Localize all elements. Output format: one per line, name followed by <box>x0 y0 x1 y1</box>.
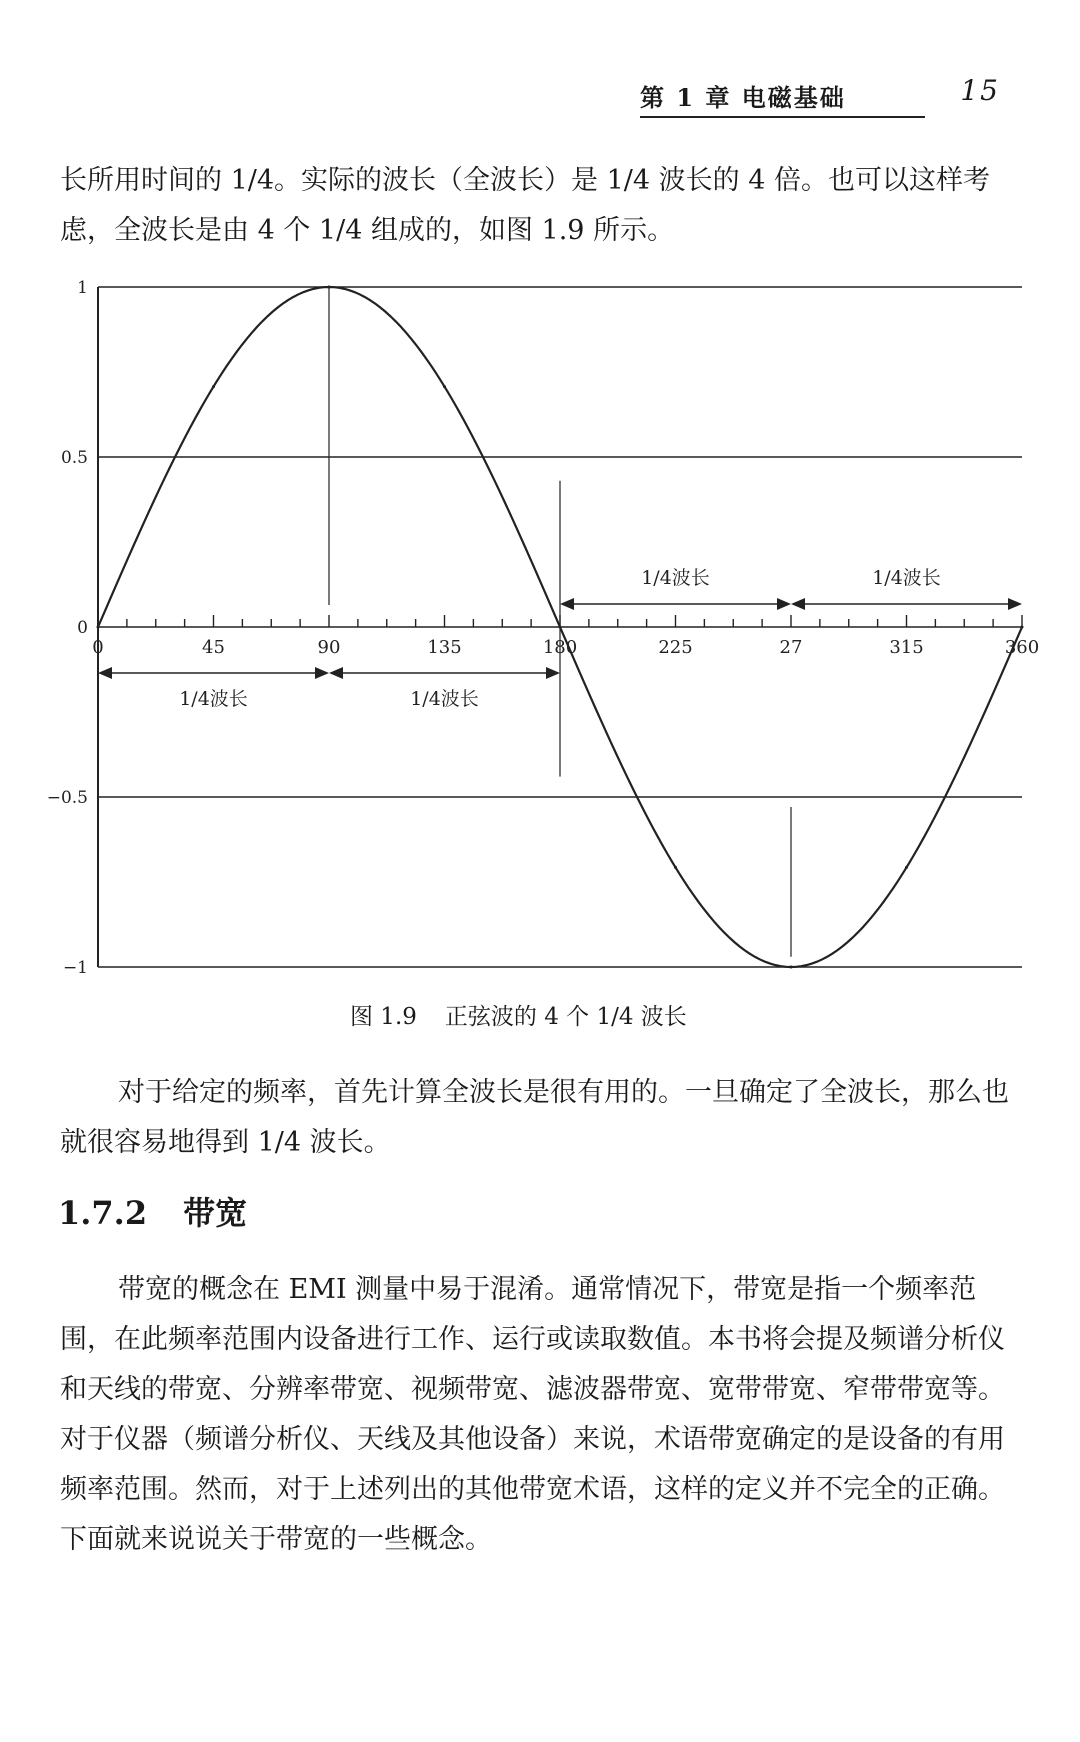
data-point <box>328 286 331 289</box>
data-point <box>443 385 446 388</box>
header-rule <box>640 116 925 118</box>
x-tick-label: 27 <box>779 637 803 658</box>
x-tick-label: 315 <box>889 637 924 658</box>
sine-wave-figure <box>0 270 1080 990</box>
paragraph-intro: 长所用时间的 1/4。实际的波长（全波长）是 1/4 波长的 4 倍。也可以这样考虑，全波长是由 4 个 1/4 组成的，如图 1.9 所示。 <box>60 165 990 246</box>
y-tick-label: −1 <box>62 958 88 978</box>
y-tick-label: 0.5 <box>60 448 88 468</box>
y-tick-label: 0 <box>77 618 88 638</box>
section-number: 1.7.2 <box>58 1194 148 1232</box>
figure-caption-text: 正弦波的 4 个 1/4 波长 <box>444 1004 687 1030</box>
arrow-head-right <box>1008 598 1022 610</box>
arrow-head-left <box>560 598 574 610</box>
y-tick-label: −0.5 <box>46 788 88 808</box>
chapter-title: 第 1 章 电磁基础 <box>640 83 846 112</box>
y-tick-label: 1 <box>77 278 88 298</box>
arrow-head-right <box>546 667 560 679</box>
x-tick-label: 360 <box>1004 637 1040 658</box>
arrow-head-right <box>315 667 329 679</box>
quarter-wave-label: 1/4波长 <box>872 567 941 589</box>
figure-number: 图 1.9 <box>350 1004 417 1030</box>
data-point <box>1021 626 1024 629</box>
quarter-wave-label: 1/4波长 <box>641 567 710 589</box>
x-tick-label: 45 <box>202 637 225 658</box>
x-tick-label: 0 <box>92 637 104 658</box>
section-heading <box>58 1188 247 1234</box>
quarter-wave-label: 1/4波长 <box>179 688 248 710</box>
running-header <box>640 74 1000 118</box>
x-tick-label: 135 <box>427 637 462 658</box>
data-point <box>674 866 677 869</box>
data-point <box>790 966 793 969</box>
page-number: 15 <box>960 74 1000 107</box>
x-tick-label: 225 <box>658 637 693 658</box>
data-point <box>97 626 100 629</box>
x-tick-label: 180 <box>542 637 578 658</box>
data-point <box>212 385 215 388</box>
arrow-head-right <box>777 598 791 610</box>
data-point <box>559 626 562 629</box>
paragraph-full-wavelength: 对于给定的频率，首先计算全波长是很有用的。一旦确定了全波长，那么也就很容易地得到 1/4 波长。 <box>60 1077 1009 1158</box>
figure-caption <box>350 998 687 1031</box>
section-title: 带宽 <box>183 1194 248 1232</box>
quarter-wave-label: 1/4波长 <box>410 688 479 710</box>
data-point <box>905 866 908 869</box>
arrow-head-left <box>98 667 112 679</box>
paragraph-bandwidth: 带宽的概念在 EMI 测量中易于混淆。通常情况下，带宽是指一个频率范围，在此频率范围内设备进行工作、运行或读取数值。本书将会提及频谱分析仪和天线的带宽、分辨率带宽、视频带宽、滤波器带宽、宽带带宽、窄带带宽等。对于仪器（频谱分析仪、天线及其他设备）来说，术语带宽确定的是设备的有用频率范围。然而，对于上述列出的其他带宽术语，这样的定义并不完全的正确。下面就来说说关于带宽的一些概念。 <box>60 1274 1005 1555</box>
arrow-head-left <box>329 667 343 679</box>
arrow-head-left <box>791 598 805 610</box>
x-tick-label: 90 <box>317 637 341 658</box>
